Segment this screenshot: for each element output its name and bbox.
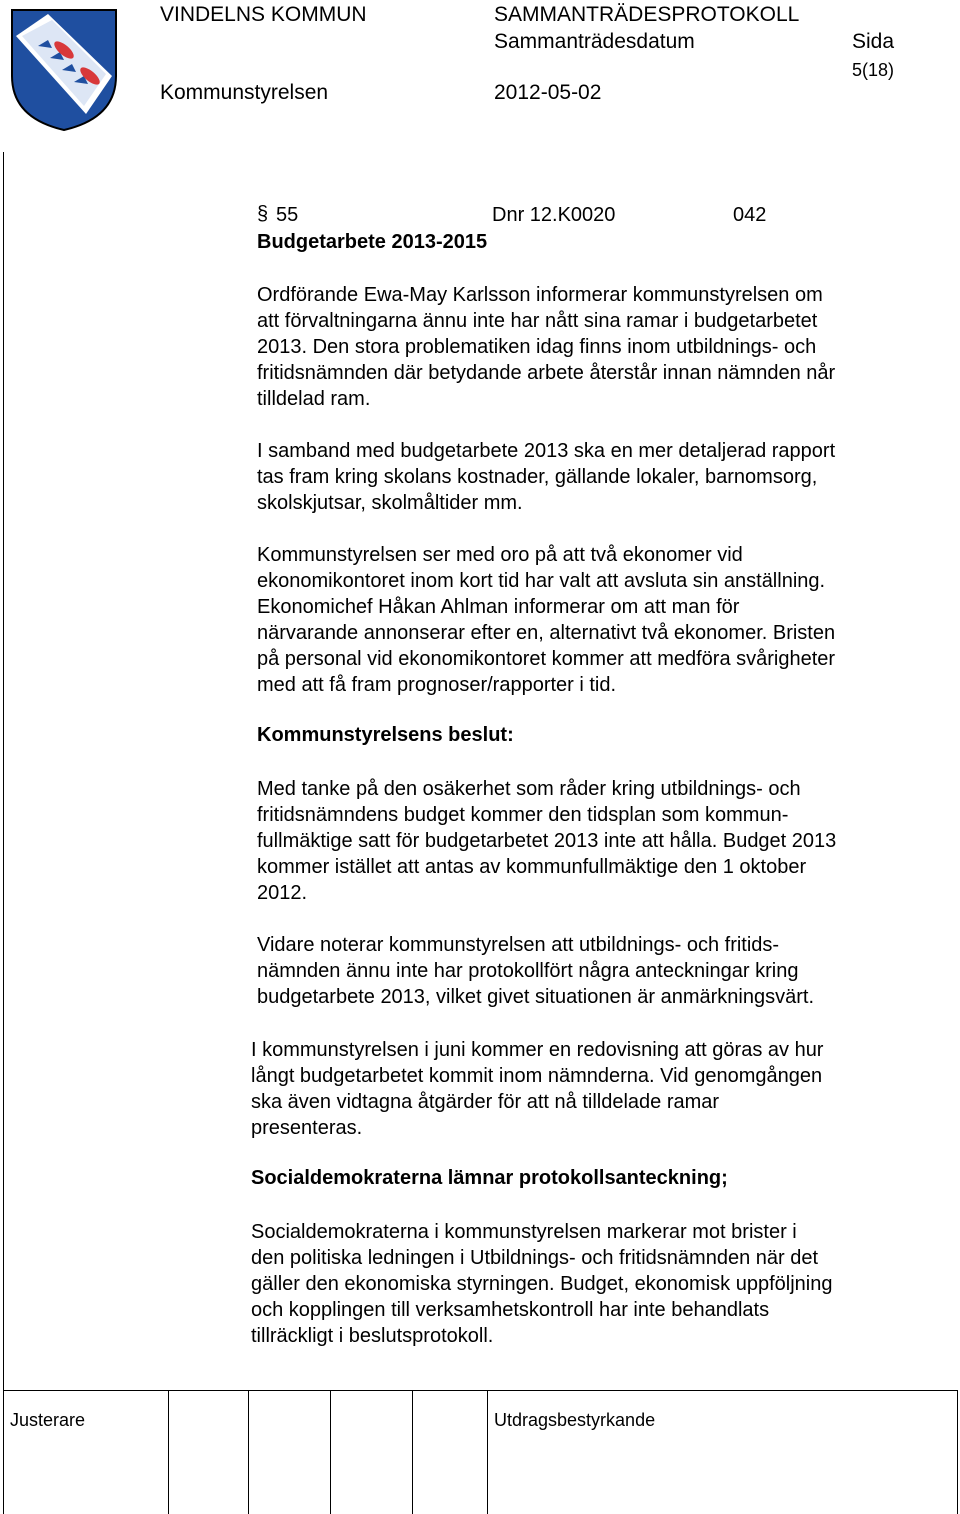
footer-divider — [330, 1390, 331, 1514]
paragraph-2: I samband med budgetarbete 2013 ska en mer detaljerad rapport tas fram kring skolans kostnader, gällande lokaler, barnomsorg, skolskjutsar, skolmåltider mm. — [257, 440, 836, 514]
footer-top-line — [3, 1390, 958, 1391]
meeting-date: 2012-05-02 — [494, 81, 602, 104]
document-type: SAMMANTRÄDESPROTOKOLL — [494, 3, 800, 26]
meeting-date-label: Sammanträdesdatum — [494, 30, 695, 53]
paragraph-1: Ordförande Ewa-May Karlsson informerar kommunstyrelsen om att förvaltningarna ännu inte har nått sina ramar i budgetarbetet 2013. Den stora problematiken idag finns inom utbildnings- och fritidsnämnden där betydande arbete återstår innan nämnden når tilldelad ram. — [257, 284, 836, 410]
footer-divider — [248, 1390, 249, 1514]
item-number: 55 — [276, 204, 299, 226]
utdragsbestyrkande-label: Utdragsbestyrkande — [494, 1410, 656, 1430]
annotation-heading: Socialdemokraterna lämnar protokollsanteckning; — [251, 1167, 728, 1189]
coat-of-arms-logo — [8, 6, 120, 134]
municipality-name: VINDELNS KOMMUN — [160, 3, 367, 26]
item-code: 042 — [733, 204, 767, 226]
footer-divider — [957, 1390, 958, 1514]
diary-number: Dnr 12.K0020 — [492, 204, 616, 226]
page-number: 5(18) — [852, 60, 895, 80]
page-label: Sida — [852, 30, 895, 53]
paragraph-7: Socialdemokraterna i kommunstyrelsen markerar mot brister i den politiska ledningen i Utbildnings- och fritidsnämnden när det gäller den ekonomiska styrningen. Budget, ekonomisk uppföljning och kopplingen till verksamhetskontroll har inte behandlats tillräckligt i beslutsprotokoll. — [251, 1221, 833, 1347]
left-margin-line — [3, 152, 4, 1390]
paragraph-3: Kommunstyrelsen ser med oro på att två ekonomer vid ekonomikontoret inom kort tid har valt att avsluta sin anställning. Ekonomichef Håkan Ahlman informerar om att man för närvarande annonserar efter en, alternativt två ekonomer. Bristen på personal vid ekonomikontoret kommer att medföra svårigheter med att få fram prognoser/rapporter i tid. — [257, 544, 836, 696]
footer-divider — [3, 1390, 4, 1514]
committee-name: Kommunstyrelsen — [160, 81, 329, 104]
footer-divider — [168, 1390, 169, 1514]
footer-divider — [487, 1390, 488, 1514]
footer-divider — [412, 1390, 413, 1514]
decision-heading: Kommunstyrelsens beslut: — [257, 724, 514, 746]
paragraph-4: Med tanke på den osäkerhet som råder kring utbildnings- och fritidsnämndens budget kommer den tidsplan som kommun- fullmäktige satt för budgetarbetet 2013 inte att hålla. Budget 2013 kommer istället att antas av kommunfullmäktige den 1 oktober 2012. — [257, 778, 837, 904]
paragraph-5: Vidare noterar kommunstyrelsen att utbildnings- och fritids- nämnden ännu inte har protokollfört några anteckningar kring budgetarbete 2013, vilket givet situationen är anmärkningsvärt. — [257, 934, 815, 1008]
item-title: Budgetarbete 2013-2015 — [257, 231, 488, 253]
justerare-label: Justerare — [10, 1410, 86, 1430]
paragraph-6: I kommunstyrelsen i juni kommer en redovisning att göras av hur långt budgetarbetet kommit inom nämnderna. Vid genomgången ska även vidtagna åtgärder för att nå tilldelade ramar presenteras. — [251, 1039, 824, 1139]
paragraph-mark: § — [257, 203, 269, 225]
